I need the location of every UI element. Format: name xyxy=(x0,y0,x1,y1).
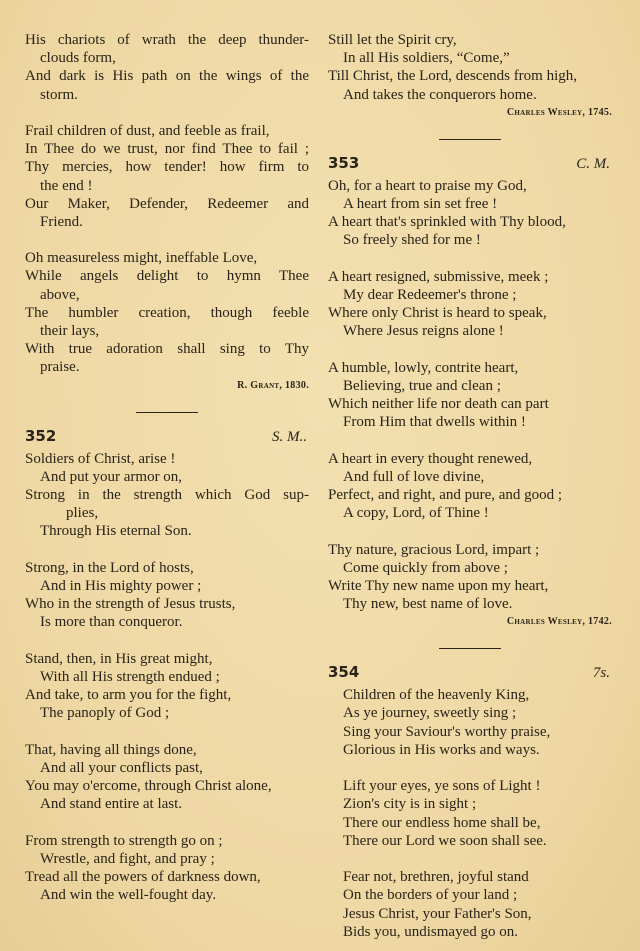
hymn-number: 353 xyxy=(328,153,360,172)
stanza xyxy=(25,122,309,231)
stanza xyxy=(25,559,309,632)
section-divider xyxy=(439,139,501,140)
verse-line: With true adoration shall sing to Thy xyxy=(25,341,309,358)
verse-line: Children of the heavenly King, xyxy=(343,687,530,704)
verse-line: Our Maker, Defender, Redeemer and xyxy=(25,195,309,212)
verse-line: And all your conflicts past, xyxy=(40,759,203,776)
verse-line: You may o'ercome, through Christ alone, xyxy=(25,777,272,794)
stanza xyxy=(328,450,612,523)
verse-line: Soldiers of Christ, arise ! xyxy=(25,450,176,467)
verse-line: Frail children of dust, and feeble as frail, xyxy=(25,122,270,139)
verse-line: storm. xyxy=(40,86,78,103)
verse-line: above, xyxy=(40,286,80,303)
verse-line: A heart that's sprinkled with Thy blood, xyxy=(328,214,566,231)
verse-line: A heart from sin set free ! xyxy=(343,195,498,212)
verse-line: With all His strength endued ; xyxy=(40,668,220,685)
hymn-header xyxy=(328,154,612,173)
stanza xyxy=(328,777,612,850)
verse-line: Till Christ, the Lord, descends from high, xyxy=(328,68,578,85)
stanza xyxy=(25,31,309,104)
verse-line: Believing, true and clean ; xyxy=(343,377,501,394)
verse-line: Strong, in the Lord of hosts, xyxy=(25,559,194,576)
verse-line: clouds form, xyxy=(40,50,116,67)
verse-line: There our Lord we soon shall see. xyxy=(343,832,547,849)
verse-line: And dark is His path on the wings of the xyxy=(25,68,309,85)
verse-line: Oh measureless might, ineffable Love, xyxy=(25,250,258,267)
verse-line: Tread all the powers of darkness down, xyxy=(25,868,261,885)
verse-line: From strength to strength go on ; xyxy=(25,832,223,849)
verse-line: Friend. xyxy=(40,213,83,230)
verse-line: Bids you, undismayed go on. xyxy=(343,923,518,940)
verse-line: In all His soldiers, “Come,” xyxy=(343,50,510,67)
verse-line: And in His mighty power ; xyxy=(40,577,202,594)
stanza xyxy=(328,686,612,759)
verse-line: A heart resigned, submissive, meek ; xyxy=(328,268,549,285)
verse-line: As ye journey, sweetly sing ; xyxy=(343,705,517,722)
verse-line: So freely shed for me ! xyxy=(343,232,481,249)
stanza xyxy=(25,249,309,376)
stanza xyxy=(328,177,612,250)
hymn-meter: 7s. xyxy=(592,665,610,682)
verse-line: His chariots of wrath the deep thunder- xyxy=(25,32,309,48)
verse-line: And full of love divine, xyxy=(343,468,485,485)
verse-line: Strong in the strength which God sup- xyxy=(25,486,309,503)
verse-line: Still let the Spirit cry, xyxy=(328,32,457,48)
verse-line: And takes the conquerors home. xyxy=(343,86,537,103)
author-attribution: Charles Wesley, 1745. xyxy=(506,106,612,118)
stanza xyxy=(328,541,612,614)
verse-line: Sing your Saviour's worthy praise, xyxy=(343,723,551,740)
stanza xyxy=(328,359,612,432)
verse-line: And put your armor on, xyxy=(40,468,183,485)
verse-line: plies, xyxy=(66,505,99,522)
hymn-meter: C. M. xyxy=(576,155,610,172)
verse-line: The humbler creation, though feeble xyxy=(25,304,309,321)
verse-line: And take, to arm you for the fight, xyxy=(25,687,232,703)
hymn-header xyxy=(25,427,309,446)
stanza xyxy=(25,741,309,814)
stanza xyxy=(25,450,309,541)
verse-line: A humble, lowly, contrite heart, xyxy=(328,359,519,376)
verse-line: Thy nature, gracious Lord, impart ; xyxy=(328,541,540,558)
verse-line: My dear Redeemer's throne ; xyxy=(343,286,517,303)
verse-line: Perfect, and right, and pure, and good ; xyxy=(328,486,563,503)
verse-line: Zion's city is in sight ; xyxy=(343,796,477,813)
verse-line: Is more than conqueror. xyxy=(40,614,183,631)
verse-line: And win the well-fought day. xyxy=(40,887,217,904)
verse-line: Lift your eyes, ye sons of Light ! xyxy=(343,778,541,795)
section-divider xyxy=(136,412,198,413)
verse-line: While angels delight to hymn Thee xyxy=(25,268,309,285)
verse-line: Stand, then, in His great might, xyxy=(25,650,213,667)
verse-line: Where Jesus reigns alone ! xyxy=(343,323,504,340)
verse-line: their lays, xyxy=(40,323,100,339)
verse-line: Oh, for a heart to praise my God, xyxy=(328,177,527,194)
verse-line: On the borders of your land ; xyxy=(343,887,518,904)
stanza xyxy=(328,31,612,104)
author-attribution: R. Grant, 1830. xyxy=(237,379,309,391)
stanza xyxy=(328,268,612,341)
verse-line: Fear not, brethren, joyful stand xyxy=(343,869,529,886)
verse-line: praise. xyxy=(40,359,80,376)
verse-line: Thy new, best name of love. xyxy=(343,596,513,613)
verse-line: the end ! xyxy=(40,177,93,194)
verse-line: A heart in every thought renewed, xyxy=(328,450,533,467)
section-divider xyxy=(439,648,501,649)
verse-line: Glorious in His works and ways. xyxy=(343,741,540,758)
verse-line: Where only Christ is heard to speak, xyxy=(328,305,547,322)
hymn-header xyxy=(328,663,612,682)
hymn-number: 352 xyxy=(25,426,57,445)
verse-line: Who in the strength of Jesus trusts, xyxy=(25,596,236,613)
verse-line: There our endless home shall be, xyxy=(343,814,541,831)
verse-line: A copy, Lord, of Thine ! xyxy=(343,505,489,522)
verse-line: That, having all things done, xyxy=(25,741,197,758)
verse-line: In Thee do we trust, nor find Thee to fail ; xyxy=(25,141,309,158)
verse-line: Through His eternal Son. xyxy=(40,523,192,540)
verse-line: Jesus Christ, your Father's Son, xyxy=(343,905,532,922)
author-attribution: Charles Wesley, 1742. xyxy=(506,616,612,628)
verse-line: And stand entire at last. xyxy=(40,796,183,813)
stanza xyxy=(328,868,612,941)
left-column xyxy=(25,31,309,904)
verse-line: The panoply of God ; xyxy=(40,705,170,722)
stanza xyxy=(25,650,309,723)
verse-line: Thy mercies, how tender! how firm to xyxy=(25,159,309,176)
hymn-meter: S. M.. xyxy=(272,428,307,445)
right-column xyxy=(328,31,612,941)
verse-line: Which neither life nor death can part xyxy=(328,396,549,412)
hymn-number: 354 xyxy=(328,663,360,682)
verse-line: Write Thy new name upon my heart, xyxy=(328,577,549,594)
verse-line: Wrestle, and fight, and pray ; xyxy=(40,850,215,867)
verse-line: From Him that dwells within ! xyxy=(343,414,526,431)
verse-line: Come quickly from above ; xyxy=(343,559,508,576)
stanza xyxy=(25,832,309,905)
